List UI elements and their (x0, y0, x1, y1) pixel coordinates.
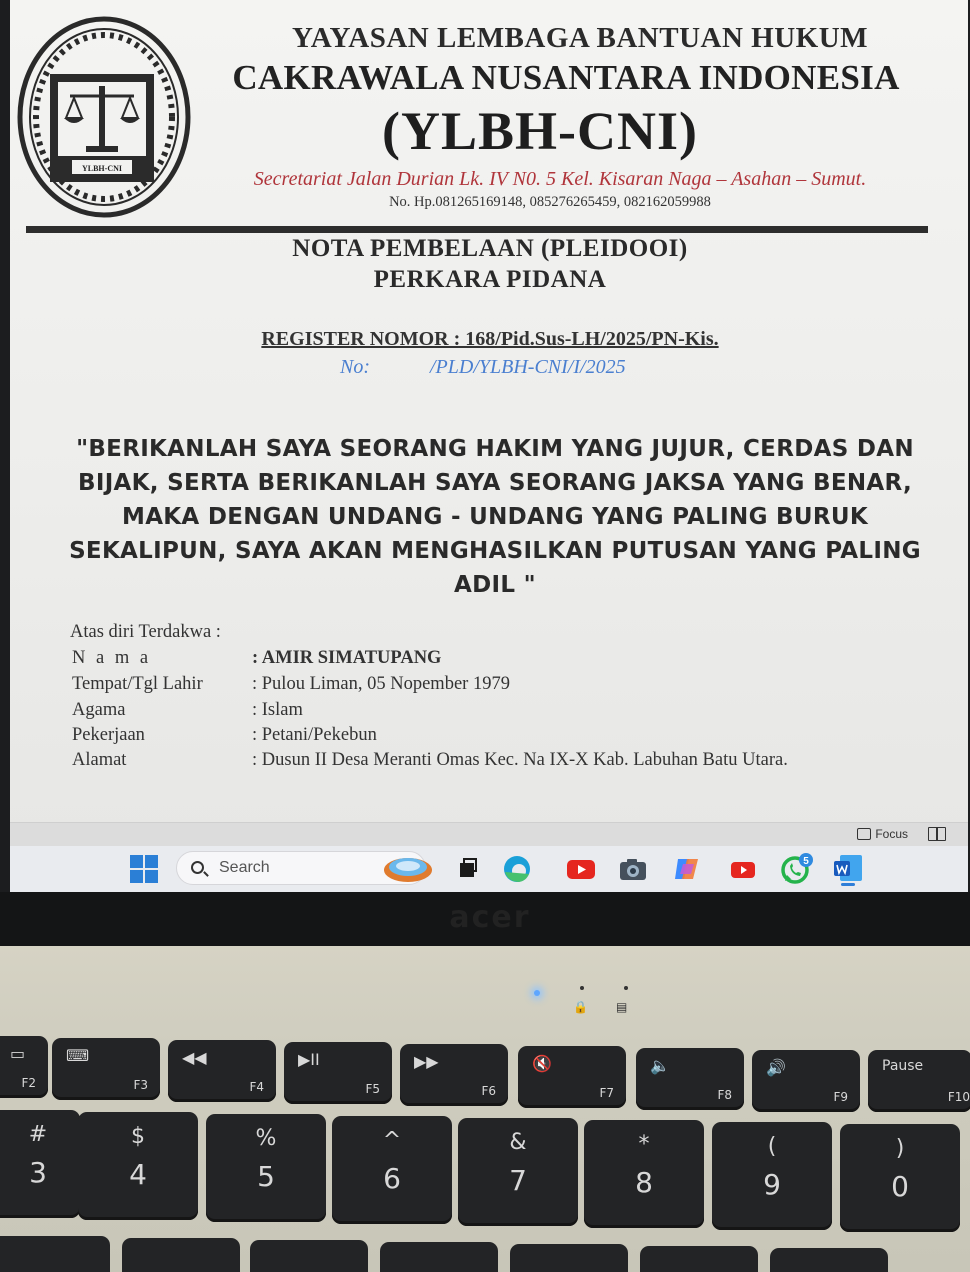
identity-value: : Petani/Pekebun (252, 725, 377, 745)
key-number: 5 (257, 1160, 275, 1193)
key-f9[interactable] (752, 1050, 860, 1112)
key-6[interactable] (332, 1116, 452, 1224)
letterhead-address: Secretariat Jalan Durian Lk. IV N0. 5 Kel. Kisaran Naga – Asahan – Sumut. (253, 168, 867, 190)
letterhead-phone: No. Hp.081265169148, 085276265459, 082162059988 (389, 194, 711, 210)
weather-widget-icon[interactable] (382, 850, 434, 886)
key-label: F8 (717, 1088, 732, 1102)
key-label: F9 (833, 1090, 848, 1104)
key-row-partial[interactable] (250, 1240, 368, 1272)
letter-number-value: /PLD/YLBH-CNI/I/2025 (430, 356, 626, 378)
key-number: 4 (129, 1158, 147, 1191)
letterhead-divider (26, 226, 928, 233)
key-label: F10 (947, 1090, 970, 1104)
identity-value: : Pulou Liman, 05 Nopember 1979 (252, 674, 510, 694)
key-number: 7 (509, 1164, 527, 1197)
defendant-intro: Atas diri Terdakwa : (70, 622, 221, 642)
power-led-icon (534, 990, 540, 996)
key-number: 9 (763, 1168, 781, 1201)
key-shift-symbol: $ (131, 1124, 145, 1149)
letter-number-label: No: (340, 356, 370, 378)
key-f4[interactable] (168, 1040, 276, 1102)
key-f8[interactable] (636, 1048, 744, 1110)
key-symbol: Pause (882, 1058, 924, 1074)
windows-start-icon[interactable] (130, 855, 158, 883)
key-f6[interactable] (400, 1044, 508, 1106)
word-status-bar (10, 822, 968, 846)
key-number: 3 (29, 1156, 47, 1189)
key-row-partial[interactable] (510, 1244, 628, 1272)
laptop-brand-logo: acer (449, 900, 531, 935)
document-subtitle: PERKARA PIDANA (373, 266, 607, 293)
youtube-icon[interactable] (566, 854, 596, 884)
key-row-partial[interactable] (380, 1242, 498, 1272)
letterhead-line1: YAYASAN LEMBAGA BANTUAN HUKUM (291, 22, 869, 54)
key-row-partial[interactable] (770, 1248, 888, 1272)
key-symbol: ⌨ (66, 1046, 90, 1065)
focus-mode-button[interactable] (857, 827, 908, 841)
key-4[interactable] (78, 1112, 198, 1220)
key-7[interactable] (458, 1118, 578, 1226)
key-label: F2 (21, 1076, 36, 1090)
key-row-partial[interactable] (122, 1238, 240, 1272)
key-symbol: 🔇 (532, 1054, 552, 1073)
identity-label: Alamat (72, 750, 127, 770)
key-label: F6 (481, 1084, 496, 1098)
focus-label: Focus (875, 827, 908, 841)
key-3[interactable] (0, 1110, 80, 1218)
key-5[interactable] (206, 1114, 326, 1222)
key-shift-symbol: & (509, 1130, 527, 1155)
laptop-screen (10, 0, 968, 892)
task-view-icon[interactable] (452, 854, 482, 884)
search-icon (191, 861, 204, 874)
key-row-partial[interactable] (0, 1236, 110, 1272)
identity-value: : AMIR SIMATUPANG (252, 648, 442, 668)
identity-value: : Islam (252, 700, 303, 720)
key-symbol: ▶▶ (414, 1052, 439, 1071)
windows-taskbar (10, 846, 968, 892)
search-label: Search (219, 859, 270, 876)
whatsapp-icon[interactable] (780, 852, 814, 886)
key-label: F5 (365, 1082, 380, 1096)
key-label: F4 (249, 1080, 264, 1094)
letterhead-abbreviation: (YLBH-CNI) (382, 101, 698, 161)
identity-row-occupation (72, 725, 377, 746)
key-9[interactable] (712, 1122, 832, 1230)
identity-label: N a m a (72, 648, 152, 668)
key-shift-symbol: * (638, 1132, 650, 1157)
identity-value: : Dusun II Desa Meranti Omas Kec. Na IX-X Kab. Labuhan Batu Utara. (252, 750, 788, 770)
identity-row-name (72, 648, 441, 669)
word-icon[interactable] (832, 852, 864, 886)
edge-icon[interactable] (502, 854, 532, 884)
key-0[interactable] (840, 1124, 960, 1232)
key-number: 8 (635, 1166, 653, 1199)
youtube-small-icon[interactable] (728, 854, 758, 884)
seal-text: YLBH-CNI (81, 164, 123, 173)
key-shift-symbol: # (28, 1122, 48, 1147)
focus-icon (857, 828, 871, 840)
identity-row-address (72, 750, 788, 771)
camera-icon[interactable] (618, 854, 648, 884)
caps-lock-indicator-icon (580, 986, 584, 990)
key-symbol: 🔈 (650, 1056, 670, 1075)
identity-label: Pekerjaan (72, 725, 145, 745)
opening-quote: "BERIKANLAH SAYA SEORANG HAKIM YANG JUJUR, CERDAS DAN BIJAK, SERTA BERIKANLAH SAYA SEORANG JAKSA YANG BENAR, MAKA DENGAN UNDANG - UNDANG YANG PALING BURUK SEKALIPUN, SAYA AKAN MENGHASILKAN PUTUSAN YANG PALING ADIL " (69, 436, 921, 598)
key-f2[interactable] (0, 1036, 48, 1098)
key-number: 0 (891, 1170, 909, 1203)
document-title: NOTA PEMBELAAN (PLEIDOOI) (292, 235, 688, 262)
key-label: F3 (133, 1078, 148, 1092)
register-number: REGISTER NOMOR : 168/Pid.Sus-LH/2025/PN-Kis. (261, 328, 719, 350)
key-f10-pause[interactable] (868, 1050, 970, 1112)
key-symbol: ▭ (10, 1044, 26, 1063)
key-symbol: ▶II (298, 1050, 320, 1069)
key-label: F7 (599, 1086, 614, 1100)
key-row-partial[interactable] (640, 1246, 758, 1272)
key-shift-symbol: ) (895, 1136, 905, 1161)
caps-lock-symbol-icon: 🔒 (573, 1000, 588, 1014)
key-shift-symbol: ( (767, 1134, 777, 1159)
word-document-page (10, 0, 968, 822)
letter-number (340, 356, 660, 379)
key-8[interactable] (584, 1120, 704, 1228)
ylbh-cni-seal-logo (14, 14, 200, 220)
copilot-icon[interactable] (672, 854, 702, 884)
identity-row-birth (72, 674, 510, 695)
key-number: 6 (383, 1162, 401, 1195)
whatsapp-badge: 5 (803, 856, 809, 867)
key-f3[interactable] (52, 1038, 160, 1100)
identity-label: Agama (72, 700, 126, 720)
key-shift-symbol: ^ (382, 1128, 402, 1153)
num-lock-indicator-icon (624, 986, 628, 990)
letterhead-line2: CAKRAWALA NUSANTARA INDONESIA (232, 58, 900, 97)
identity-label: Tempat/Tgl Lahir (72, 674, 203, 694)
identity-row-religion (72, 700, 303, 721)
num-lock-symbol-icon: ▤ (616, 1000, 628, 1014)
key-symbol: 🔊 (766, 1058, 786, 1077)
key-shift-symbol: % (255, 1126, 277, 1151)
key-symbol: ◀◀ (182, 1048, 207, 1067)
read-mode-icon[interactable] (928, 827, 946, 841)
key-f5[interactable] (284, 1042, 392, 1104)
key-f7[interactable] (518, 1046, 626, 1108)
